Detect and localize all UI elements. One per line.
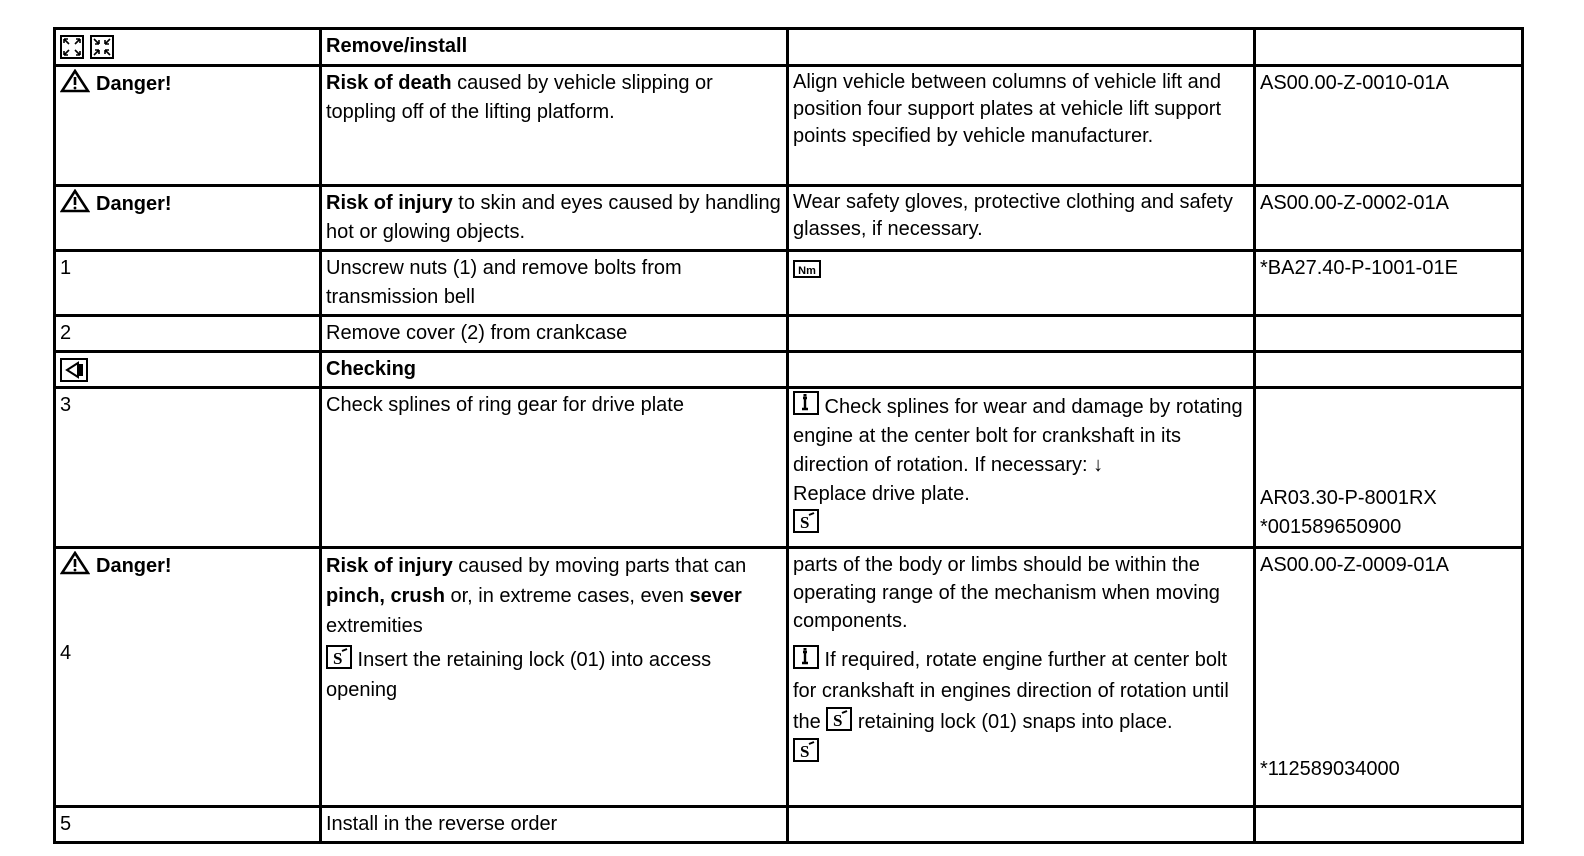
cell (55, 66, 321, 186)
reference-link[interactable]: AR03.30-P-8001RX (1260, 487, 1437, 509)
cell (321, 316, 788, 352)
step-text: Unscrew nuts (1) and remove bolts from transmission bell (326, 257, 682, 308)
action-text: Wear safety gloves, protective clothing and safety glasses, if necessary. (793, 191, 1233, 240)
danger-label: Danger! (96, 73, 172, 95)
step-text: Insert the retaining lock (01) into access opening (326, 649, 712, 701)
table-row (55, 186, 1523, 251)
info-icon[interactable] (793, 645, 819, 669)
step-number: 2 (60, 322, 72, 344)
cell (321, 66, 788, 186)
cell (1255, 66, 1523, 186)
cell (55, 316, 321, 352)
info-text: If required, rotate engine further at center bolt for crankshaft in engine (793, 649, 1228, 702)
reference-link[interactable]: AS00.00-Z-0010-01A (1260, 72, 1450, 94)
cell (1255, 388, 1523, 548)
svg-text:S: S (333, 649, 343, 668)
table-row (55, 807, 1523, 843)
cell (55, 251, 321, 316)
cell (788, 807, 1255, 843)
step-number: 5 (60, 813, 72, 835)
cell (1255, 807, 1523, 843)
reference-link[interactable]: AS00.00-Z-0002-01A (1260, 192, 1450, 214)
table-row (55, 29, 1523, 66)
risk-title: Risk of death (326, 72, 452, 94)
action-text: parts of the body or limbs should be within the operating range of the mechanism when moving components. (793, 554, 1220, 632)
step-text: Check splines of ring gear for drive plate (326, 394, 684, 416)
info-text: Check splines for wear and damage by rotating engine at the center bolt for crankshaft in its direction of rotation. If necessary: ↓ (793, 396, 1243, 476)
step-number: 3 (60, 394, 72, 416)
cell (788, 251, 1255, 316)
special-tool-icon[interactable] (793, 509, 819, 533)
cell (55, 186, 321, 251)
tool-number[interactable]: *112589034000 (1260, 758, 1400, 780)
table-row (55, 66, 1523, 186)
cell (1255, 186, 1523, 251)
special-tool-icon[interactable] (793, 738, 819, 762)
info-text-2: s direction of rotation until the (793, 680, 1229, 733)
risk-text-2: or, in extreme cases, even (444, 585, 690, 607)
cell (321, 29, 788, 66)
svg-text:S: S (833, 711, 843, 730)
cell (788, 66, 1255, 186)
cell (1255, 29, 1523, 66)
action-text: Align vehicle between columns of vehicle lift and position four support plates at vehicle lift support points specified by vehicle manufacturer. (793, 71, 1222, 147)
cell (1255, 251, 1523, 316)
risk-title: Risk of injury (326, 555, 453, 577)
step-text: Remove cover (2) from crankcase (326, 322, 628, 344)
cell (1255, 352, 1523, 388)
info-icon[interactable] (793, 391, 819, 415)
risk-text: caused by vehicle slipping or toppling off of the lifting platform. (326, 72, 713, 123)
risk-keyword-sever: sever (689, 585, 742, 607)
table-row (55, 316, 1523, 352)
info-text-3: retaining lock (01) snaps into place. (852, 711, 1173, 733)
info-text-2: Replace drive plate. (793, 483, 970, 505)
checking-icon (60, 358, 88, 382)
cell (788, 29, 1255, 66)
svg-text:S: S (800, 513, 810, 532)
risk-title: Risk of injury (326, 192, 453, 214)
cell (321, 548, 788, 807)
cell (1255, 316, 1523, 352)
torque-icon[interactable]: Nm (793, 260, 821, 278)
warning-triangle-icon (60, 189, 90, 213)
cell (788, 548, 1255, 807)
special-tool-icon[interactable] (326, 645, 352, 669)
cell (321, 352, 788, 388)
table-row (55, 548, 1523, 807)
section-title: Remove/install (326, 35, 468, 57)
cell (788, 316, 1255, 352)
cell (321, 251, 788, 316)
danger-label: Danger! (96, 193, 172, 215)
expand-icon (60, 35, 116, 59)
table-row (55, 388, 1523, 548)
step-number: 4 (60, 642, 72, 664)
special-tool-icon[interactable] (826, 707, 852, 731)
procedure-table (53, 27, 1524, 844)
cell (55, 388, 321, 548)
risk-text-3: extremities (326, 615, 423, 637)
svg-text:S: S (800, 742, 810, 761)
cell (788, 352, 1255, 388)
warning-triangle-icon (60, 551, 90, 575)
reference-link[interactable]: *BA27.40-P-1001-01E (1260, 257, 1458, 279)
cell (788, 388, 1255, 548)
warning-triangle-icon (60, 69, 90, 93)
section-title: Checking (326, 358, 417, 380)
cell (321, 186, 788, 251)
cell (1255, 548, 1523, 807)
cell (321, 807, 788, 843)
step-number: 1 (60, 257, 72, 279)
risk-text: to skin and eyes caused by handling hot or glowing objects. (326, 192, 781, 243)
cell (788, 186, 1255, 251)
cell (55, 29, 321, 66)
reference-link[interactable]: AS00.00-Z-0009-01A (1260, 554, 1450, 576)
danger-label: Danger! (96, 555, 172, 577)
table-row (55, 352, 1523, 388)
table-row (55, 251, 1523, 316)
risk-text: caused by moving parts that can (452, 555, 747, 577)
step-text: Install in the reverse order (326, 813, 558, 835)
cell (55, 352, 321, 388)
cell (55, 548, 321, 807)
risk-keywords: pinch, crush (326, 585, 445, 607)
cell (321, 388, 788, 548)
cell (55, 807, 321, 843)
tool-number[interactable]: *001589650900 (1260, 516, 1402, 538)
